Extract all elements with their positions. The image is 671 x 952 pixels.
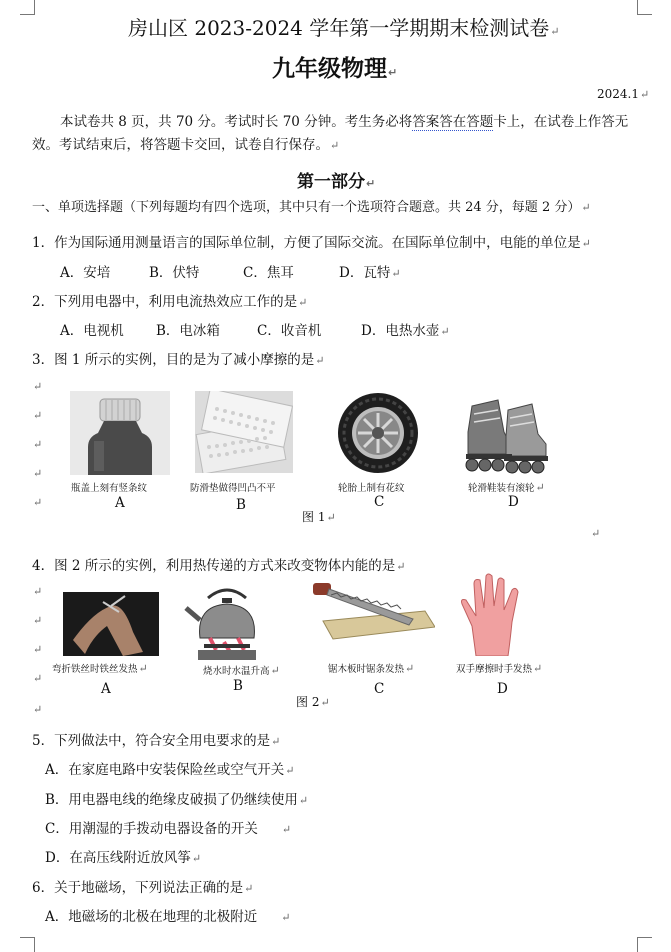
intro-line-2: 效。考试结束后，将答题卡交回，试卷自行保存。↵ <box>32 137 340 153</box>
q6-stem: 6．关于地磁场，下列说法正确的是↵ <box>32 880 254 896</box>
anti-slip-mat-image <box>195 391 293 473</box>
blank-mark: ↵ <box>33 409 43 422</box>
q5-option-a: A．在家庭电路中安装保险丝或空气开关↵ <box>45 762 295 778</box>
tire-image <box>329 390 427 476</box>
fig1-caption-c: 轮胎上制有花纹 <box>338 483 405 494</box>
blank-mark: ↵ <box>33 643 43 656</box>
blank-mark: ↵ <box>33 438 43 451</box>
q5-stem: 5．下列做法中，符合安全用电要求的是↵ <box>32 733 281 749</box>
q2-stem: 2．下列用电器中，利用电流热效应工作的是↵ <box>32 294 308 310</box>
q6-option-a: A．地磁场的北极在地理的北极附近 ↵ <box>45 909 291 925</box>
blank-mark: ↵ <box>33 672 43 685</box>
corner-mark-tl <box>20 0 35 15</box>
blank-mark: ↵ <box>33 585 43 598</box>
q3-stem: 3．图 1 所示的实例，目的是为了减小摩擦的是↵ <box>32 352 325 368</box>
fig2-label-c: C <box>374 681 385 697</box>
q2-option-d: D．电热水壶↵ <box>361 323 450 339</box>
q5-option-b: B．用电器电线的绝缘皮破损了仍继续使用↵ <box>45 792 309 808</box>
q1-option-b: B．伏特 <box>149 265 200 281</box>
fig2-label-a: A <box>101 681 111 697</box>
fig2-caption-b: 烧水时水温升高↵ <box>203 664 280 677</box>
blank-mark: ↵ <box>33 467 43 480</box>
exam-subject: 九年级物理↵ <box>272 56 398 82</box>
roller-skates-image <box>458 392 558 476</box>
fig2-caption-c: 锯木板时锯条发热↵ <box>328 662 415 675</box>
bending-wire-image <box>63 592 159 656</box>
part-heading: 第一部分↵ <box>297 172 376 192</box>
fig1-caption-d: 轮滑鞋装有滚轮↵ <box>468 481 545 494</box>
kettle-image <box>184 584 270 664</box>
fig1-label-c: C <box>374 494 385 510</box>
q1-option-c: C．焦耳 <box>243 265 294 281</box>
fig2-caption-d: 双手摩擦时手发热↵ <box>456 662 543 675</box>
blank-mark: ↵ <box>33 614 43 627</box>
corner-mark-tr <box>637 0 652 15</box>
corner-mark-bl <box>20 937 35 952</box>
blank-mark: ↵ <box>33 703 43 716</box>
q1-option-a: A．安培 <box>60 265 111 281</box>
exam-title: 房山区 2023-2024 学年第一学期期末检测试卷↵ <box>128 16 560 40</box>
fig1-label-a: A <box>115 495 125 511</box>
q5-option-c: C．用潮湿的手拨动电器设备的开关 ↵ <box>45 821 292 837</box>
figure-2-label: 图 2↵ <box>296 695 330 709</box>
q4-stem: 4．图 2 所示的实例，利用热传递的方式来改变物体内能的是↵ <box>32 558 406 574</box>
exam-date: 2024.1↵ <box>597 87 650 101</box>
fig1-caption-b: 防滑垫做得凹凸不平 <box>190 483 276 494</box>
rubbing-hands-image <box>456 572 532 656</box>
bottle-cap-image <box>70 391 170 475</box>
fig2-caption-a: 弯折铁丝时铁丝发热↵ <box>52 662 148 675</box>
corner-mark-br <box>637 937 652 952</box>
blank-mark: ↵ <box>33 380 43 393</box>
fig1-label-d: D <box>508 494 519 510</box>
fig2-label-b: B <box>233 678 243 694</box>
blank-mark: ↵ <box>591 527 601 540</box>
q1-option-d: D．瓦特↵ <box>339 265 401 281</box>
sawing-wood-image <box>313 581 435 643</box>
q1-stem: 1．作为国际通用测量语言的国际单位制，方便了国际交流。在国际单位制中，电能的单位是↵ <box>32 235 591 251</box>
q2-option-a: A．电视机 <box>60 323 124 339</box>
fig1-caption-a: 瓶盖上刻有竖条纹 <box>71 483 148 494</box>
q2-option-b: B．电冰箱 <box>156 323 220 339</box>
fig2-label-d: D <box>497 681 508 697</box>
intro-line-1: 本试卷共 8 页，共 70 分。考试时长 70 分钟。考生务必将答案答在答题卡上，在试卷上作答无 <box>60 114 629 130</box>
figure-1-label: 图 1↵ <box>302 510 336 524</box>
blank-mark: ↵ <box>33 496 43 509</box>
q5-option-d: D．在高压线附近放风筝↵ <box>45 850 202 866</box>
section-heading: 一、单项选择题（下列每题均有四个选项，其中只有一个选项符合题意。共 24 分，每题 2 分）↵ <box>32 200 591 215</box>
q2-option-c: C．收音机 <box>257 323 322 339</box>
fig1-label-b: B <box>236 497 246 513</box>
